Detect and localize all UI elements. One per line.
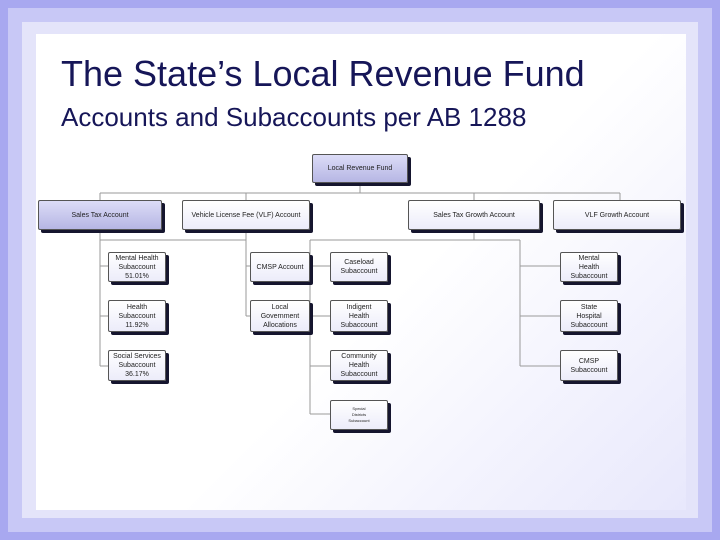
local-government-allocations-node: Local Government Allocations: [250, 300, 310, 332]
mental-health-growth-subaccount-node: Mental Health Subaccount: [560, 252, 618, 282]
local-revenue-fund-node: Local Revenue Fund: [312, 154, 408, 183]
cmsp-account-node: CMSP Account: [250, 252, 310, 282]
caseload-subaccount-node: Caseload Subaccount: [330, 252, 388, 282]
vlf-account-node: Vehicle License Fee (VLF) Account: [182, 200, 310, 230]
community-health-subaccount-node: Community Health Subaccount: [330, 350, 388, 381]
sales-tax-account-node: Sales Tax Account: [38, 200, 162, 230]
special-districts-subaccount-node: Special Districts Subaccount: [330, 400, 388, 430]
slide-title: The State’s Local Revenue Fund: [61, 53, 585, 94]
slide-subtitle: Accounts and Subaccounts per AB 1288: [61, 102, 527, 132]
state-hospital-subaccount-node: State Hospital Subaccount: [560, 300, 618, 332]
sales-tax-growth-account-node: Sales Tax Growth Account: [408, 200, 540, 230]
vlf-growth-account-node: VLF Growth Account: [553, 200, 681, 230]
health-subaccount-node: Health Subaccount 11.92%: [108, 300, 166, 332]
mental-health-subaccount-node: Mental Health Subaccount 51.01%: [108, 252, 166, 282]
indigent-health-subaccount-node: Indigent Health Subaccount: [330, 300, 388, 332]
cmsp-subaccount-node: CMSP Subaccount: [560, 350, 618, 381]
social-services-subaccount-node: Social Services Subaccount 36.17%: [108, 350, 166, 381]
